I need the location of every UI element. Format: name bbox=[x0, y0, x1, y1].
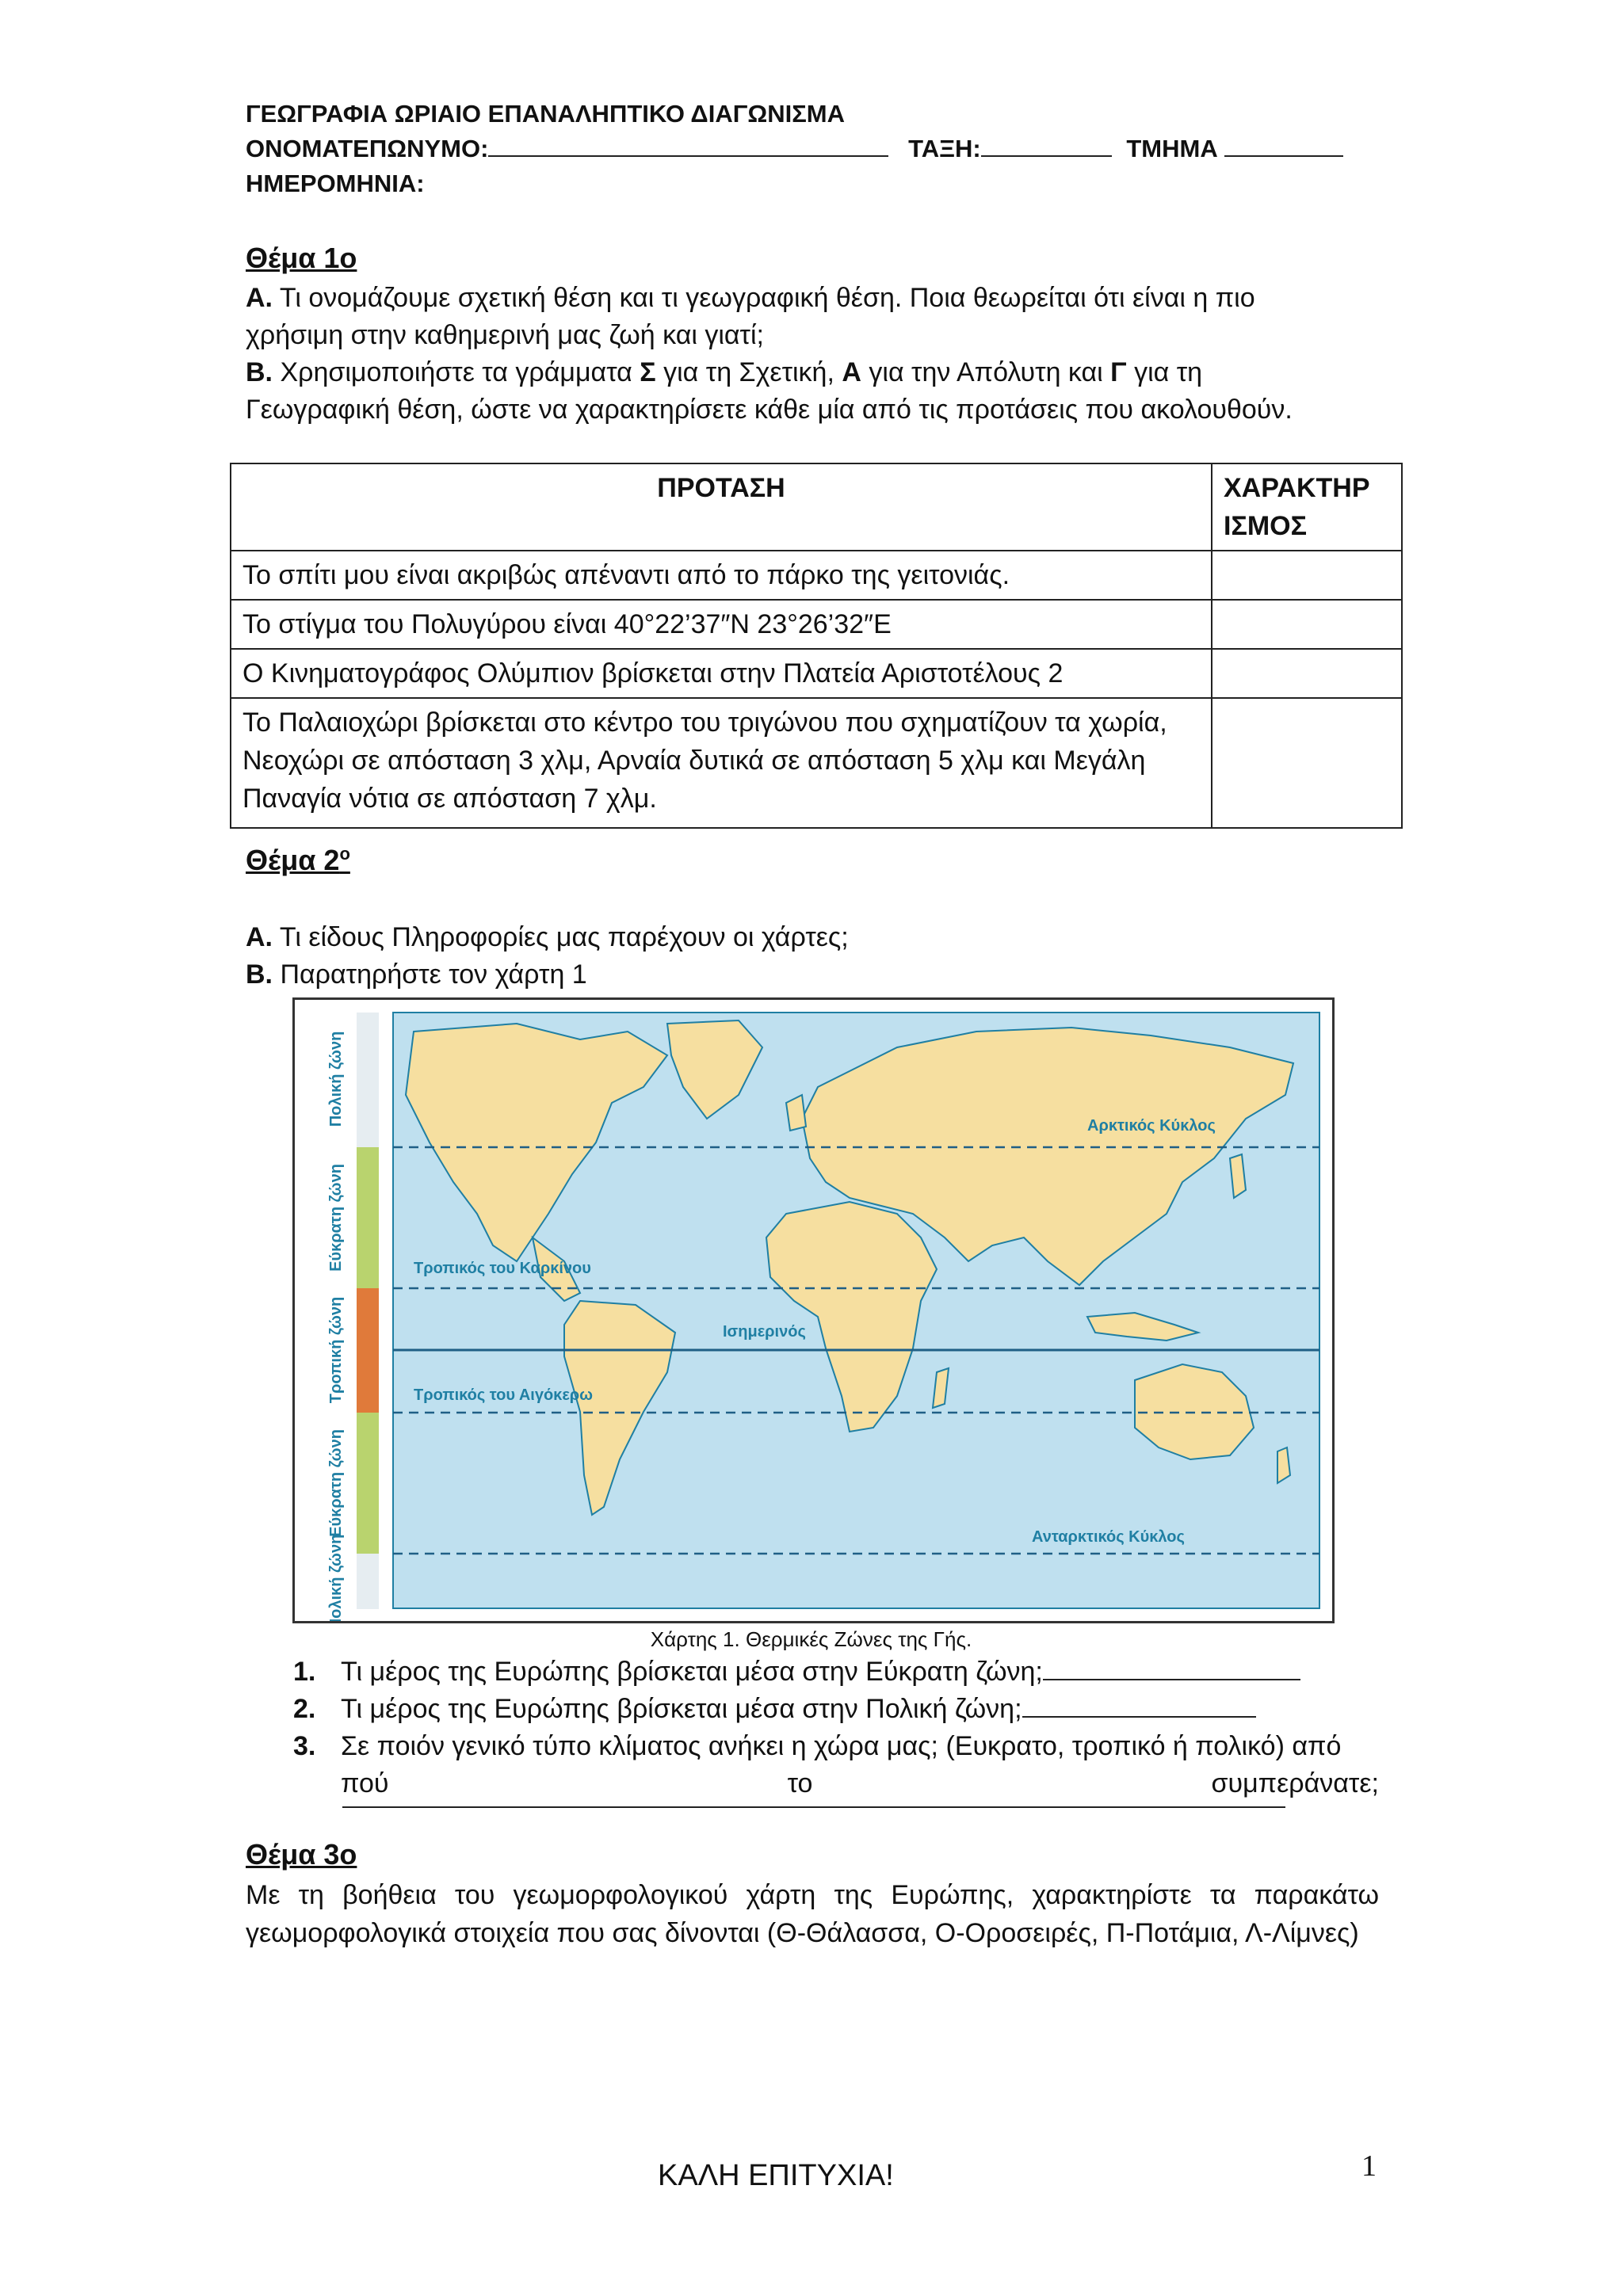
zone-bar-temperate-south bbox=[357, 1413, 379, 1554]
question-text: Σε ποιόν γενικό τύπο κλίματος ανήκει η χώρα μας; (Ευκρατο, τροπικό ή πολικό) από bbox=[341, 1731, 1342, 1761]
topic1-b-text-line2: Γεωγραφική θέση, ώστε να χαρακτηρίσετε κάθε μία από τις προτάσεις που ακολουθούν. bbox=[246, 395, 1293, 425]
date-label: ΗΜΕΡΟΜΗΝΙΑ: bbox=[246, 170, 425, 197]
question-3-line2 bbox=[341, 1765, 1379, 1802]
topic2-a-label: Α. bbox=[246, 922, 273, 952]
zone-bar-polar-south bbox=[357, 1554, 379, 1609]
header-fields-row bbox=[246, 132, 1343, 166]
zone-label: Τροπική ζώνη bbox=[327, 1296, 345, 1404]
page-number: 1 bbox=[1361, 2149, 1377, 2183]
topic2-b-text: Παρατηρήστε τον χάρτη 1 bbox=[280, 959, 587, 990]
section-blank[interactable] bbox=[1224, 132, 1343, 157]
topic3-text: Με τη βοήθεια του γεωμορφολογικού χάρτη της Ευρώπης, χαρακτηρίστε τα παρακάτω γεωμορφολογικά στοιχεία που σας δίνονται (Θ-Θάλασσα, Ο-Οροσειρές, Π-Ποτάμια, Λ-Λίμνες) bbox=[246, 1880, 1379, 1948]
col-header-characterization bbox=[1212, 463, 1402, 551]
question-1 bbox=[293, 1653, 1300, 1691]
topic1-b-text4: για τη bbox=[1134, 357, 1203, 387]
zone-bar-temperate-north bbox=[357, 1147, 379, 1288]
table-row bbox=[231, 698, 1402, 828]
table-cell: Το στίγμα του Πολυγύρου είναι 40°22’37″N 23°26’32″E bbox=[231, 600, 1212, 649]
topic2-title: Θέμα $2^o$ bbox=[246, 844, 350, 876]
answer-line[interactable] bbox=[342, 1806, 1285, 1808]
section-label: ΤΜΗΜΑ bbox=[1126, 135, 1218, 162]
table-row bbox=[231, 649, 1402, 698]
map-caption: Χάρτης 1. Θερμικές Ζώνες της Γής. bbox=[650, 1627, 972, 1651]
table-row bbox=[231, 600, 1402, 649]
question-text: Τι μέρος της Ευρώπης βρίσκεται μέσα στην Πολική ζώνη; bbox=[341, 1694, 1022, 1724]
topic2-a-text: Τι είδους Πληροφορίες μας παρέχουν οι χάρτες; bbox=[279, 922, 849, 952]
zone-label: Εύκρατη ζώνη bbox=[327, 1429, 345, 1537]
topic2-question-a bbox=[246, 919, 849, 956]
zone-label: Εύκρατη ζώνη bbox=[327, 1164, 345, 1272]
question-3 bbox=[293, 1728, 1341, 1765]
question-number: 1. bbox=[293, 1657, 316, 1687]
question-number: 2. bbox=[293, 1694, 316, 1724]
topic1-a-label: Α. bbox=[246, 283, 273, 313]
topic1-question-a bbox=[246, 280, 1387, 317]
question-2 bbox=[293, 1691, 1256, 1728]
answer-cell[interactable] bbox=[1212, 649, 1402, 698]
exam-title: ΓΕΩΓΡΑΦΙΑ ΩΡΙΑΙΟ ΕΠΑΝΑΛΗΠΤΙΚΟ ΔΙΑΓΩΝΙΣΜΑ bbox=[246, 100, 846, 128]
topic1-title: Θέμα 1ο bbox=[246, 242, 357, 274]
class-label: ΤΑΞΗ: bbox=[908, 135, 981, 162]
letter-s: Σ bbox=[640, 357, 656, 387]
good-luck: ΚΑΛΗ ΕΠΙΤΥΧΙΑ! bbox=[658, 2159, 894, 2192]
zone-bar-polar-north bbox=[357, 1013, 379, 1147]
thermal-zones-map bbox=[292, 997, 1335, 1623]
proposition-table bbox=[230, 463, 1403, 829]
answer-blank[interactable] bbox=[1043, 1655, 1300, 1680]
letter-g: Γ bbox=[1110, 357, 1127, 387]
line-label-arctic: Αρκτικός Κύκλος bbox=[1087, 1117, 1216, 1135]
zone-bar-tropical bbox=[357, 1288, 379, 1413]
answer-cell[interactable] bbox=[1212, 551, 1402, 600]
topic1-question-b bbox=[246, 354, 1202, 391]
answer-cell[interactable] bbox=[1212, 600, 1402, 649]
answer-cell[interactable] bbox=[1212, 698, 1402, 828]
class-blank[interactable] bbox=[981, 132, 1112, 157]
table-cell: Ο Κινηματογράφος Ολύμπιον βρίσκεται στην Πλατεία Αριστοτέλους 2 bbox=[231, 649, 1212, 698]
topic2-b-label: Β. bbox=[246, 959, 273, 990]
line-label-capricorn: Τροπικός του Αιγόκερω bbox=[414, 1386, 594, 1404]
zone-label: Πολική ζώνη bbox=[327, 1534, 345, 1621]
topic1-a-text-line2: χρήσιμη στην καθημερινή μας ζωή και γιατί; bbox=[246, 320, 764, 350]
zone-label: Πολική ζώνη bbox=[327, 1031, 345, 1127]
table-row bbox=[231, 551, 1402, 600]
question-text: το bbox=[787, 1768, 813, 1798]
name-blank[interactable] bbox=[488, 132, 888, 157]
topic2-question-b bbox=[246, 956, 587, 994]
topic1-b-text2: για τη Σχετική, bbox=[663, 357, 834, 387]
question-text: Τι μέρος της Ευρώπης βρίσκεται μέσα στην Εύκρατη ζώνη; bbox=[341, 1657, 1043, 1687]
col-header-line2: ΙΣΜΟΣ bbox=[1224, 511, 1308, 541]
question-text: πού bbox=[341, 1768, 389, 1798]
name-label: ΟΝΟΜΑΤΕΠΩΝΥΜΟ: bbox=[246, 135, 489, 162]
table-cell: Το σπίτι μου είναι ακριβώς απέναντι από το πάρκο της γειτονιάς. bbox=[231, 551, 1212, 600]
line-label-antarctic: Ανταρκτικός Κύκλος bbox=[1032, 1528, 1185, 1546]
line-label-cancer: Τροπικός του Καρκίνου bbox=[414, 1260, 591, 1277]
topic1-a-text: Τι ονομάζουμε σχετική θέση και τι γεωγραφική θέση. Ποια θεωρείται ότι είναι η πιο bbox=[279, 283, 1255, 313]
topic3-title: Θέμα 3ο bbox=[246, 1838, 357, 1871]
question-text: συμπεράνατε; bbox=[1211, 1768, 1379, 1798]
world-map-svg bbox=[295, 1000, 1332, 1621]
topic1-b-label: Β. bbox=[246, 357, 273, 387]
topic1-b-text1: Χρησιμοποιήστε τα γράμματα bbox=[280, 357, 632, 387]
letter-a: Α bbox=[842, 357, 861, 387]
line-label-equator: Ισημερινός bbox=[723, 1323, 806, 1341]
table-header-row bbox=[231, 463, 1402, 551]
answer-blank[interactable] bbox=[1022, 1692, 1256, 1718]
col-header-line1: ΧΑΡΑΚΤΗΡ bbox=[1224, 473, 1370, 503]
table-cell: Το Παλαιοχώρι βρίσκεται στο κέντρο του τριγώνου που σχηματίζουν τα χωρία, Νεοχώρι σε απόσταση 3 χλμ, Αρναία δυτικά σε απόσταση 5 χλμ και Μεγάλη Παναγία νότια σε απόσταση 7 χλμ. bbox=[231, 698, 1212, 828]
question-number: 3. bbox=[293, 1731, 316, 1761]
topic1-b-text3: για την Απόλυτη και bbox=[869, 357, 1103, 387]
col-header-proposition: ΠΡΟΤΑΣΗ bbox=[231, 463, 1212, 551]
